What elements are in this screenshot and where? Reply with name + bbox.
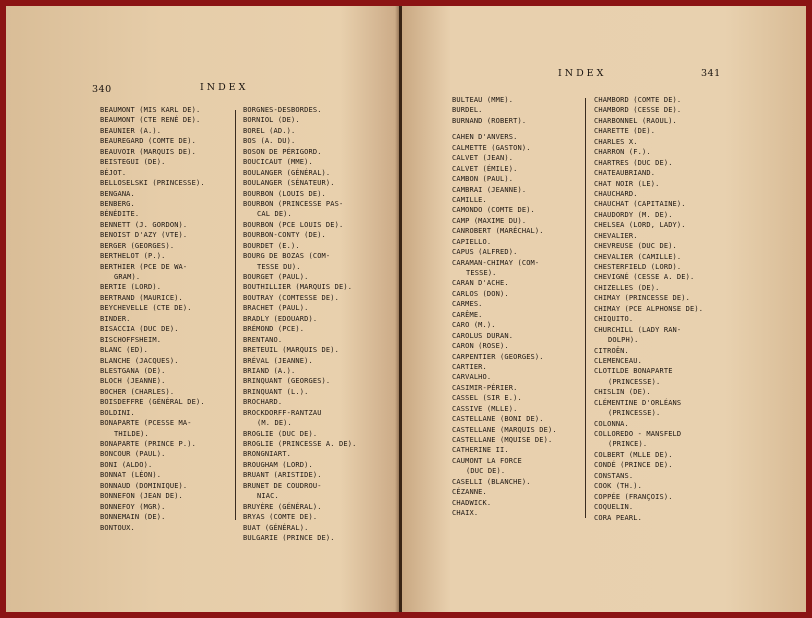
index-entry: BOLDINI. bbox=[100, 408, 135, 417]
index-entry: CARAMAN-CHIMAY (COM- bbox=[452, 258, 540, 267]
index-entry: BENGANA. bbox=[100, 189, 135, 198]
index-entry: BRÉMOND (PCE). bbox=[243, 325, 305, 334]
index-entry: CHAMBORD (CESSE DE). bbox=[594, 106, 682, 115]
index-entry: TESSE). bbox=[466, 269, 497, 277]
index-entry: CARON (ROSE). bbox=[452, 342, 509, 351]
index-entry: CHEVALIER. bbox=[594, 231, 638, 240]
index-column-left-1 bbox=[100, 105, 228, 533]
index-entry: CHIMAY (PCE ALPHONSE DE). bbox=[594, 304, 704, 313]
index-entry: BORGNES-DESBORDES. bbox=[243, 106, 322, 114]
index-entry: BEAUREGARD (COMTE DE). bbox=[100, 137, 197, 146]
index-entry: (PRINCESSE). bbox=[608, 377, 661, 386]
index-entry: CAMILLE. bbox=[452, 195, 487, 204]
index-entry: BRUYÈRE (GÉNÉRAL). bbox=[243, 502, 322, 511]
page-number: 341 bbox=[701, 68, 721, 79]
index-entry: BRYAS (COMTE DE). bbox=[243, 513, 318, 522]
index-entry: NIAC. bbox=[257, 492, 279, 501]
index-entry: CHELSEA (LORD, LADY). bbox=[594, 221, 686, 230]
index-entry: CHAT NOIR (LE). bbox=[594, 179, 660, 188]
index-entry: CALVET (ÉMILE). bbox=[452, 164, 518, 173]
index-entry: BUAT (GÉNÉRAL). bbox=[243, 523, 309, 532]
index-entry: CAMP (MAXIME DU). bbox=[452, 216, 527, 225]
index-entry: CHAMBORD (COMTE DE). bbox=[594, 96, 682, 104]
index-entry: CONSTANS. bbox=[594, 471, 634, 480]
index-entry: BROUGHAM (LORD). bbox=[243, 460, 313, 469]
index-column-right-1 bbox=[452, 95, 580, 519]
index-entry: DOLPH). bbox=[608, 336, 639, 345]
index-entry: BEISTEGUI (DE). bbox=[100, 158, 166, 167]
running-head: INDEX bbox=[200, 82, 249, 93]
index-entry: BERTHIER (PCE DE WA- bbox=[100, 262, 188, 271]
index-entry: CHURCHILL (LADY RAN- bbox=[594, 325, 682, 334]
index-entry: CLOTILDE BONAPARTE bbox=[594, 367, 673, 376]
index-entry: BISCHOFFSHEIM. bbox=[100, 335, 162, 344]
index-entry: BOREL (AD.). bbox=[243, 126, 296, 135]
index-entry: CHARTRES (DUC DE). bbox=[594, 158, 673, 167]
index-entry: CHAUCHAT (CAPITAINE). bbox=[594, 200, 686, 209]
index-entry: CHISLIN (DE). bbox=[594, 388, 651, 397]
index-entry: GRAM). bbox=[114, 273, 141, 281]
running-head: INDEX bbox=[558, 68, 607, 79]
column-divider bbox=[235, 110, 236, 520]
index-entry: BRÉVAL (JEANNE). bbox=[243, 356, 313, 365]
index-entry: BEAUNIER (A.). bbox=[100, 126, 162, 135]
index-entry: (M. DE). bbox=[257, 419, 292, 428]
index-entry: BRETEUIL (MARQUIS DE). bbox=[243, 346, 340, 355]
index-entry: BLESTGANA (DE). bbox=[100, 366, 166, 375]
index-entry: CASTELLANE (BONI DE). bbox=[452, 415, 544, 424]
index-entry: BURNAND (ROBERT). bbox=[452, 116, 527, 125]
index-entry: CARMES. bbox=[452, 300, 483, 309]
index-entry: BENNETT (J. GORDON). bbox=[100, 220, 188, 229]
index-entry: CAPUS (ALFRED). bbox=[452, 248, 518, 257]
index-entry: BROGLIE (DUC DE). bbox=[243, 429, 318, 438]
index-entry: CAUMONT LA FORCE bbox=[452, 456, 522, 465]
index-entry: CALVET (JEAN). bbox=[452, 154, 514, 163]
index-entry: BOCHER (CHARLES). bbox=[100, 387, 175, 396]
index-entry: BOUCICAUT (MME). bbox=[243, 158, 313, 167]
index-entry: BLOCH (JEANNE). bbox=[100, 377, 166, 386]
index-entry: BONNEFOY (MGR). bbox=[100, 502, 166, 511]
index-entry: BONNEMAIN (DE). bbox=[100, 513, 166, 522]
index-entry: COPPÉE (FRANÇOIS). bbox=[594, 492, 673, 501]
index-entry: CHESTERFIELD (LORD). bbox=[594, 263, 682, 271]
index-entry: CHAUCHARD. bbox=[594, 189, 638, 198]
index-entry: BOURG DE BOZAS (COM- bbox=[243, 252, 331, 261]
index-entry: BRUNET DE COUDROU- bbox=[243, 481, 322, 490]
index-entry: BRONGNIART. bbox=[243, 450, 292, 459]
index-entry: BRINQUANT (GEORGES). bbox=[243, 377, 331, 386]
index-entry: BRACHET (PAUL). bbox=[243, 304, 309, 313]
index-entry: CHARRON (F.). bbox=[594, 148, 651, 157]
index-entry: BOULANGER (SÉNATEUR). bbox=[243, 179, 335, 188]
index-entry: CASTELLANE (MQUISE DE). bbox=[452, 436, 553, 444]
index-entry: BROCKDORFF-RANTZAU bbox=[243, 408, 322, 417]
index-entry: CASSEL (SIR E.). bbox=[452, 394, 522, 403]
index-entry: CHADWICK. bbox=[452, 498, 492, 507]
index-entry: BRENTANO. bbox=[243, 335, 283, 344]
index-entry: CAPIELLO. bbox=[452, 237, 492, 246]
index-entry: CARO (M.). bbox=[452, 321, 496, 330]
page-number: 340 bbox=[92, 84, 112, 95]
right-page bbox=[402, 6, 806, 612]
index-entry: BOURBON-CONTY (DE). bbox=[243, 231, 326, 240]
index-entry: COOK (TH.). bbox=[594, 482, 643, 491]
index-entry: CASIMIR-PÉRIER. bbox=[452, 383, 518, 392]
index-entry: BONNEFON (JEAN DE). bbox=[100, 492, 183, 501]
index-entry: TESSE DU). bbox=[257, 262, 301, 271]
index-entry: CASELLI (BLANCHE). bbox=[452, 477, 531, 486]
index-entry: BOSON DE PÉRIGORD. bbox=[243, 147, 322, 156]
index-entry: (PRINCESSE). bbox=[608, 409, 661, 418]
index-entry: CITROËN. bbox=[594, 346, 629, 355]
index-entry: BOURBON (PRINCESSE PAS- bbox=[243, 199, 344, 208]
index-entry: BISACCIA (DUC DE). bbox=[100, 325, 179, 334]
index-entry: BENOIST D'AZY (VTE). bbox=[100, 231, 188, 240]
index-entry: COQUELIN. bbox=[594, 503, 634, 512]
index-entry: CAROLUS DURAN. bbox=[452, 331, 514, 340]
index-entry: BOUTRAY (COMTESSE DE). bbox=[243, 293, 340, 302]
index-entry: BONAPARTE (PRINCE P.). bbox=[100, 440, 197, 448]
index-entry: BEAUVOIR (MARQUIS DE). bbox=[100, 147, 197, 156]
index-entry: CARTIER. bbox=[452, 362, 487, 371]
index-entry: CAMONDO (COMTE DE). bbox=[452, 206, 535, 215]
index-entry: BOS (A. DU). bbox=[243, 137, 296, 146]
index-entry: CLÉMENTINE D'ORLÉANS bbox=[594, 398, 682, 407]
index-entry: CHAIX. bbox=[452, 509, 479, 518]
index-entry: BOISDEFFRE (GÉNÉRAL DE). bbox=[100, 398, 205, 407]
index-entry: CAMBRAI (JEANNE). bbox=[452, 185, 527, 194]
index-entry: CASSIVE (MLLE). bbox=[452, 404, 518, 413]
index-entry: BONNAT (LÉON). bbox=[100, 471, 162, 480]
index-entry: BROGLIE (PRINCESSE A. DE). bbox=[243, 440, 357, 448]
index-entry: CAHEN D'ANVERS. bbox=[452, 133, 518, 142]
index-entry: CÉZANNE. bbox=[452, 488, 487, 497]
book-spread bbox=[6, 6, 806, 612]
index-entry: BURDEL. bbox=[452, 106, 483, 115]
index-entry: CALMETTE (GASTON). bbox=[452, 143, 531, 152]
index-entry: CHEVREUSE (DUC DE). bbox=[594, 242, 677, 251]
index-entry: CATHERINE II. bbox=[452, 446, 509, 455]
index-entry: CONDÉ (PRINCE DE). bbox=[594, 461, 673, 470]
index-entry: CLEMENCEAU. bbox=[594, 356, 643, 365]
index-entry: (DUC DE). bbox=[466, 467, 506, 476]
index-entry: BÉNÉDITE. bbox=[100, 210, 140, 219]
index-entry: CHEVIGNÉ (CESSE A. DE). bbox=[594, 273, 695, 282]
index-entry: BINDER. bbox=[100, 314, 131, 323]
index-entry: BOULANGER (GÉNÉRAL). bbox=[243, 168, 331, 177]
index-entry: BOUTHILLIER (MARQUIS DE). bbox=[243, 283, 353, 292]
index-entry: COLBERT (MLLE DE). bbox=[594, 450, 673, 459]
index-column-left-2 bbox=[243, 105, 373, 543]
index-entry: BELLOSELSKI (PRINCESSE). bbox=[100, 179, 205, 188]
index-entry: BRINQUANT (L.). bbox=[243, 387, 309, 396]
index-entry: BONNAUD (DOMINIQUE). bbox=[100, 481, 188, 490]
left-page bbox=[6, 6, 399, 612]
index-entry: COLONNA. bbox=[594, 419, 629, 428]
index-entry: BONI (ALDO). bbox=[100, 460, 153, 469]
index-entry: CANROBERT (MARÉCHAL). bbox=[452, 227, 544, 236]
index-entry: CHIQUITO. bbox=[594, 315, 634, 324]
index-entry: (PRINCE). bbox=[608, 440, 648, 449]
index-entry: BLANCHE (JACQUES). bbox=[100, 356, 179, 365]
index-entry: CARVALHO. bbox=[452, 373, 492, 382]
index-entry: BERTIE (LORD). bbox=[100, 283, 162, 292]
index-entry: CHIZELLES (DE). bbox=[594, 283, 660, 292]
index-entry: BRUANT (ARISTIDE). bbox=[243, 471, 322, 480]
index-entry: CARÊME. bbox=[452, 310, 483, 319]
index-entry: BONTOUX. bbox=[100, 523, 135, 532]
index-entry: BENBERG. bbox=[100, 199, 135, 208]
index-entry: CARAN D'ACHE. bbox=[452, 279, 509, 288]
index-entry: BONAPARTE (PCESSE MA- bbox=[100, 419, 192, 428]
index-entry: BOURGET (PAUL). bbox=[243, 273, 309, 281]
index-entry: BEYCHEVELLE (CTE DE). bbox=[100, 304, 192, 313]
index-entry: CARPENTIER (GEORGES). bbox=[452, 352, 544, 361]
index-entry: CARLOS (DON). bbox=[452, 289, 509, 298]
index-entry: CAMBON (PAUL). bbox=[452, 175, 514, 184]
index-entry: BOURBON (LOUIS DE). bbox=[243, 189, 326, 198]
index-entry: BOURBON (PCE LOUIS DE). bbox=[243, 220, 344, 229]
index-entry: BEAUMONT (MIS KARL DE). bbox=[100, 106, 201, 114]
index-entry: CHARLES X. bbox=[594, 137, 638, 146]
index-entry: BEAUMONT (CTE RENÉ DE). bbox=[100, 116, 201, 125]
index-entry: BORNIOL (DE). bbox=[243, 116, 300, 125]
index-entry: BRIAND (A.). bbox=[243, 366, 296, 375]
index-entry: CHIMAY (PRINCESSE DE). bbox=[594, 294, 691, 303]
index-entry: BERTHELOT (P.). bbox=[100, 252, 166, 261]
index-entry: BONCOUR (PAUL). bbox=[100, 450, 166, 459]
index-entry: CHARBONNEL (RAOUL). bbox=[594, 116, 677, 125]
index-entry: THILDE). bbox=[114, 429, 149, 438]
column-divider bbox=[585, 98, 586, 518]
index-entry: BÉJOT. bbox=[100, 168, 127, 177]
index-entry: BULGARIE (PRINCE DE). bbox=[243, 533, 335, 542]
index-entry: CHARETTE (DE). bbox=[594, 127, 656, 136]
index-entry: BULTEAU (MME). bbox=[452, 96, 514, 104]
index-column-right-2 bbox=[594, 95, 724, 523]
index-entry: BLANC (ED). bbox=[100, 346, 149, 355]
index-entry: BRADLY (EDOUARD). bbox=[243, 314, 318, 323]
index-entry: CASTELLANE (MARQUIS DE). bbox=[452, 425, 557, 434]
index-entry: CHAUDORDY (M. DE). bbox=[594, 210, 673, 219]
index-entry: BERGER (GEORGES). bbox=[100, 241, 175, 250]
index-entry: COLLOREDO - MANSFELD bbox=[594, 430, 682, 438]
index-entry: BOURDET (E.). bbox=[243, 241, 300, 250]
index-entry: CORA PEARL. bbox=[594, 513, 643, 522]
index-entry: BROCHARD. bbox=[243, 398, 283, 407]
index-entry: CHATEAUBRIAND. bbox=[594, 169, 656, 178]
index-entry: CHEVALIER (CAMILLE). bbox=[594, 252, 682, 261]
index-entry: CAL DE). bbox=[257, 210, 292, 219]
index-entry: BERTRAND (MAURICE). bbox=[100, 293, 183, 302]
